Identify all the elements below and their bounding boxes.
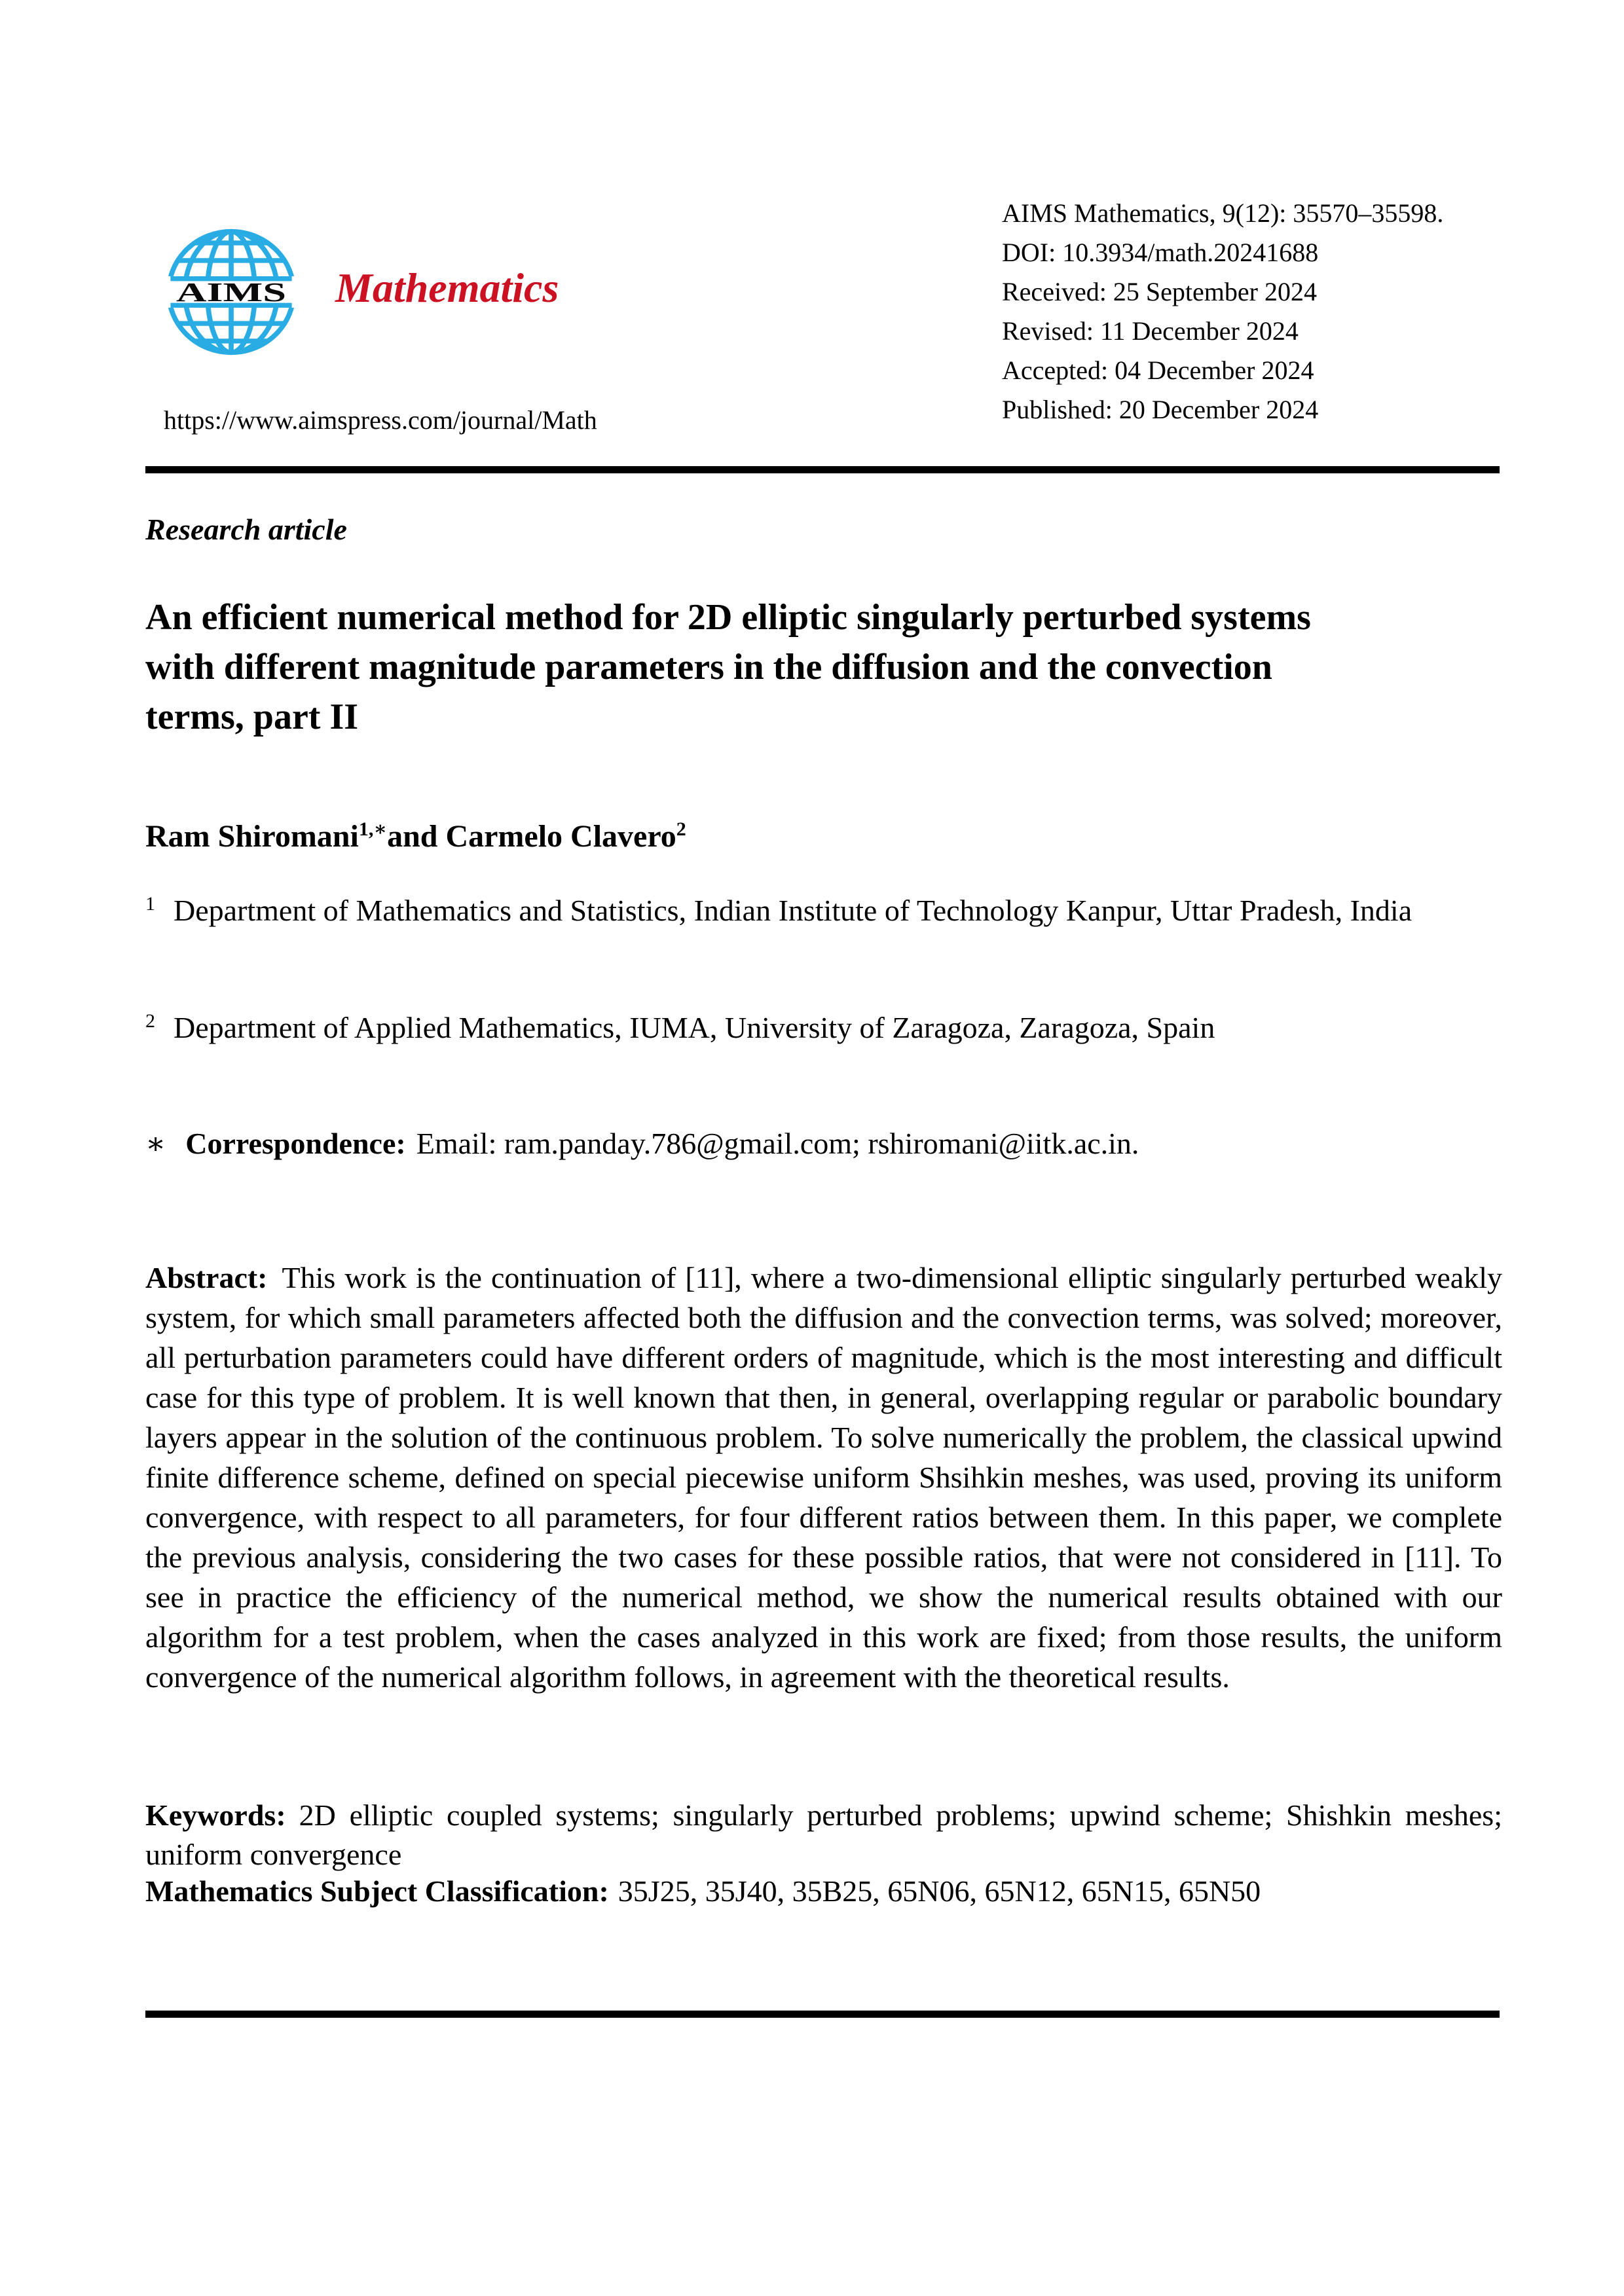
correspondence-label: Correspondence: (185, 1127, 406, 1160)
msc-paragraph (145, 1872, 1502, 1911)
article-title (145, 592, 1514, 742)
author-1-name: Ram Shiromani (145, 819, 359, 854)
msc-text: 35J25, 35J40, 35B25, 65N06, 65N12, 65N15, 65N50 (618, 1874, 1261, 1908)
abstract-paragraph (145, 1258, 1502, 1697)
journal-url-link[interactable]: https://www.aimspress.com/journal/Math (164, 405, 597, 435)
affiliation-1-marker: 1 (145, 892, 155, 915)
keywords-paragraph (145, 1796, 1502, 1874)
correspondence-emails: Email: ram.panday.786@gmail.com; rshiromani@iitk.ac.in. (416, 1127, 1139, 1160)
journal-name: Mathematics (335, 264, 559, 311)
author-2-superscript: 2 (676, 818, 686, 840)
affiliation-2-text: Department of Applied Mathematics, IUMA, University of Zaragoza, Zaragoza, Spain (174, 1011, 1215, 1044)
meta-line-received: Received: 25 September 2024 (1002, 277, 1317, 306)
article-title-line: An efficient numerical method for 2D elliptic singularly perturbed systems (145, 597, 1311, 638)
correspondence-marker: ∗ (145, 1127, 166, 1160)
meta-line-doi: DOI: 10.3934/math.20241688 (1002, 238, 1319, 267)
affiliation-2 (145, 1008, 1507, 1048)
abstract-label: Abstract: (145, 1261, 268, 1294)
header-divider (145, 466, 1500, 473)
msc-label: Mathematics Subject Classification: (145, 1874, 609, 1908)
article-meta-block (1002, 194, 1443, 429)
article-title-line: terms, part II (145, 697, 359, 737)
footer-divider (145, 2011, 1500, 2018)
author-1-superscript: 1,∗ (358, 818, 388, 840)
aims-globe-icon (162, 228, 300, 356)
author-2-name: and Carmelo Clavero (387, 819, 676, 854)
keywords-label: Keywords: (145, 1798, 286, 1832)
keywords-text: 2D elliptic coupled systems; singularly perturbed problems; upwind scheme; Shishkin meshes; uniform convergence (145, 1798, 1502, 1871)
affiliation-2-marker: 2 (145, 1010, 155, 1032)
affiliation-1-text: Department of Mathematics and Statistics, Indian Institute of Technology Kanpur, Uttar Pradesh, India (174, 894, 1412, 927)
authors-line (145, 817, 686, 856)
correspondence-line (145, 1123, 1507, 1163)
affiliation-1 (145, 890, 1507, 930)
abstract-text: This work is the continuation of [11], where a two-dimensional elliptic singularly perturbed weakly system, for which small parameters affected both the diffusion and the convection terms, was solved; moreover, all perturbation parameters could have different orders of magnitude, which is the most interesting and difficult case for this type of problem. It is well known that then, in general, overlapping regular or parabolic boundary layers appear in the solution of the continuous problem. To solve numerically the problem, the classical upwind finite difference scheme, defined on special piecewise uniform Shsihkin meshes, was used, proving its uniform convergence, with respect to all parameters, for four different ratios between them. In this paper, we complete the previous analysis, considering the two cases for these possible ratios, that were not considered in [11]. To see in practice the efficiency of the numerical method, we show the numerical results obtained with our algorithm for a test problem, when the cases analyzed in this work are fixed; from those results, the uniform convergence of the numerical algorithm follows, in agreement with the theoretical results. (145, 1261, 1502, 1694)
article-type-label: Research article (145, 513, 347, 546)
meta-line-revised: Revised: 11 December 2024 (1002, 316, 1299, 346)
meta-line-accepted: Accepted: 04 December 2024 (1002, 355, 1314, 385)
article-title-line: with different magnitude parameters in the diffusion and the convection (145, 647, 1272, 687)
meta-line-published: Published: 20 December 2024 (1002, 395, 1319, 424)
logo-acronym-text: AIMS (176, 277, 286, 308)
meta-line-citation: AIMS Mathematics, 9(12): 35570–35598. (1002, 198, 1444, 228)
